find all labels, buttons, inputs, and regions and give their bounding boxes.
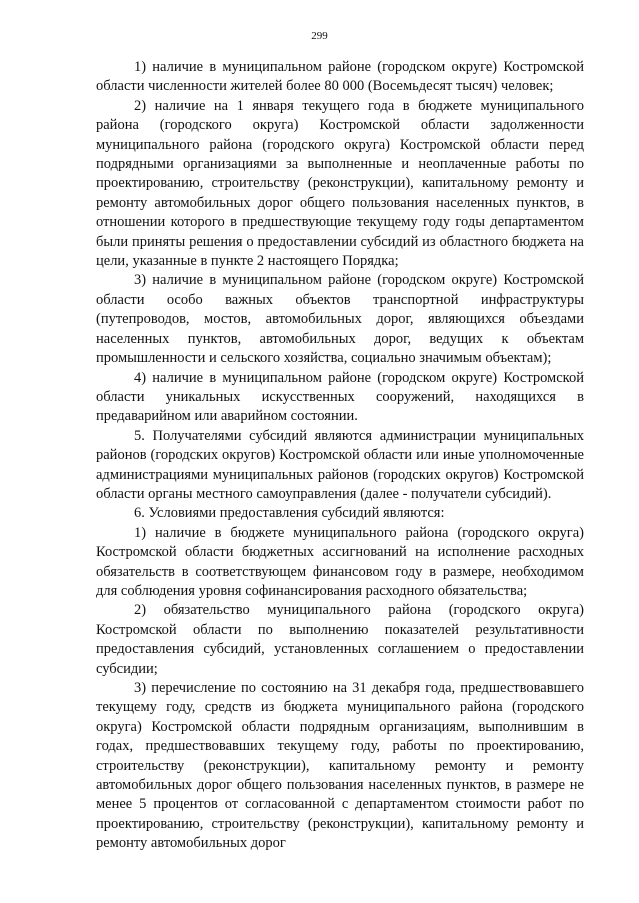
- paragraph-6: 6. Условиями предоставления субсидий являются:: [134, 505, 445, 522]
- paragraph-7: 1) наличие в бюджете муниципального района (городского округа) Костромской области бюджетных ассигнований на исполнение расходных обязательств в соответствующем финансовом году в размере, необходимом для соблюдения уровня софинансирования расходного обязательства;: [96, 524, 584, 599]
- paragraph-4: 4) наличие в муниципальном районе (городском округе) Костромской области уникальных искусственных сооружений, находящихся в предаварийном или аварийном состоянии.: [96, 369, 584, 425]
- document-body: [96, 58, 584, 854]
- paragraph-2: 2) наличие на 1 января текущего года в бюджете муниципального района (городского округа) Костромской области задолженности муниципального района (городского округа) Костромской области перед подрядными организациями за выполненные и неоплаченные работы по проектированию, строительству (реконструкции), капитальному ремонту и ремонту автомобильных дорог общего пользования населенных пунктов, в отношении которого в предшествующие текущему году годы департаментом были приняты решения о предоставлении субсидий из областного бюджета на цели, указанные в пункте 2 настоящего Порядка;: [96, 97, 584, 270]
- paragraph-8: 2) обязательство муниципального района (городского округа) Костромской области по выполнению показателей результативности предоставления субсидий, установленных соглашением о предоставлении субсидии;: [96, 602, 584, 677]
- paragraph-9: 3) перечисление по состоянию на 31 декабря года, предшествовавшего текущему году, средств из бюджета муниципального района (городского округа) Костромской области подрядным организациям, выполнившим в годах, предшествовавших текущему году, работы по проектированию, строительству (реконструкции), капитальному ремонту и ремонту автомобильных дорог общего пользования населенных пунктов, в размере не менее 5 процентов от согласованной с департаментом стоимости работ по проектированию, строительству (реконструкции), капитальному ремонту и ремонту автомобильных дорог: [96, 680, 584, 852]
- paragraph-5: 5. Получателями субсидий являются администрации муниципальных районов (городских округов) Костромской области или иные уполномоченные администрациями муниципальных районов (городских округов) Костромской области органы местного самоуправления (далее - получатели субсидий).: [96, 427, 584, 502]
- paragraph-1: 1) наличие в муниципальном районе (городском округе) Костромской области численности жителей более 80 000 (Восемьдесят тысяч) человек;: [96, 59, 584, 95]
- page-number: 299: [311, 30, 328, 42]
- paragraph-3: 3) наличие в муниципальном районе (городском округе) Костромской области особо важных объектов транспортной инфраструктуры (путепроводов, мостов, автомобильных дорог, являющихся объездами населенных пунктов, автомобильных дорог, ведущих к объектам промышленности и сельского хозяйства, социально значимым объектам);: [96, 272, 584, 367]
